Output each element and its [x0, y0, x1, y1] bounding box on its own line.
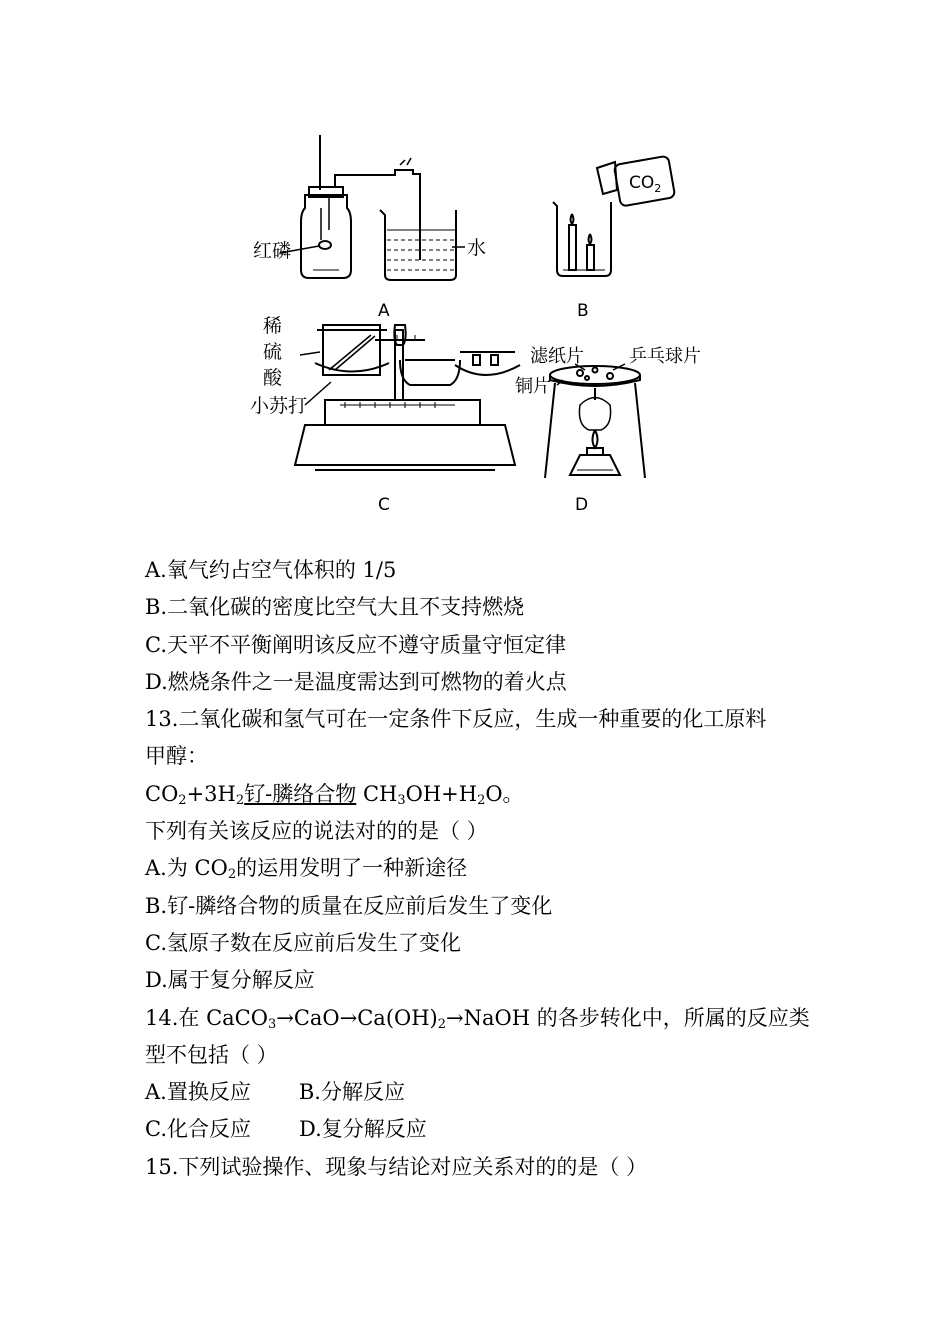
q15-stem: 15.下列试验操作、现象与结论对应关系对的的是（ ）: [145, 1154, 648, 1179]
q13-option-c: C.氢原子数在反应前后发生了变化: [145, 930, 461, 955]
q13-question: 下列有关该反应的说法对的的是（ ）: [145, 819, 488, 844]
apparatus-c: [295, 325, 520, 470]
caption-b: B: [577, 301, 589, 321]
caption-d: D: [575, 495, 589, 515]
label-acid: 酸: [263, 367, 283, 389]
caption-a: A: [378, 301, 390, 321]
apparatus-b: [553, 156, 675, 276]
label-co2: $CO_2$: [629, 173, 662, 195]
q14-options-ab: A.置换反应 B.分解反应: [145, 1080, 405, 1105]
apparatus-diagram: [245, 130, 730, 530]
q13-equation: $CO_2+3H_2$钌-膦络合物 $CH_3OH+H_2O$。: [145, 781, 524, 808]
label-water: 水: [467, 237, 487, 259]
q13-option-d: D.属于复分解反应: [145, 968, 315, 993]
catalyst-condition: 钌-膦络合物: [244, 781, 357, 806]
label-dilute: 稀: [263, 315, 283, 337]
caption-c: C: [378, 495, 390, 515]
q12-option-b: B.二氧化碳的密度比空气大且不支持燃烧: [145, 595, 525, 620]
label-red-phosphorus: 红磷: [253, 240, 292, 262]
label-copper: 铜片: [515, 376, 551, 397]
question-text: [145, 552, 825, 1186]
q12-option-a: A.氧气约占空气体积的 1/5: [145, 558, 397, 582]
q13-stem-line2: 甲醇：: [145, 744, 208, 769]
q14-stem-line1: 14.在 $CaCO_3\to CaO\to Ca(OH)_2\to NaOH$ 的各步转化中，所属的反应类: [145, 1005, 810, 1032]
label-baking-soda: 小苏打: [250, 395, 308, 417]
q13-stem-line1: 13.二氧化碳和氢气可在一定条件下反应，生成一种重要的化工原料: [145, 707, 767, 732]
q13-option-b: B.钌-膦络合物的质量在反应前后发生了变化: [145, 893, 553, 918]
apparatus-a: [280, 135, 465, 280]
label-filter-paper: 滤纸片: [530, 346, 584, 367]
label-sulfuric: 硫: [263, 341, 283, 363]
q12-option-d: D.燃烧条件之一是温度需达到可燃物的着火点: [145, 669, 567, 694]
apparatus-d: [545, 364, 645, 478]
experiment-figure: [245, 130, 730, 530]
q14-stem-line2: 型不包括（ ）: [145, 1042, 278, 1067]
q13-option-a: A.为 $CO_2$的运用发明了一种新途径: [145, 856, 468, 883]
q12-option-c: C.天平不平衡阐明该反应不遵守质量守恒定律: [145, 632, 566, 657]
q14-options-cd: C.化合反应 D.复分解反应: [145, 1117, 427, 1142]
label-pingpong: 乒乓球片: [629, 346, 701, 367]
